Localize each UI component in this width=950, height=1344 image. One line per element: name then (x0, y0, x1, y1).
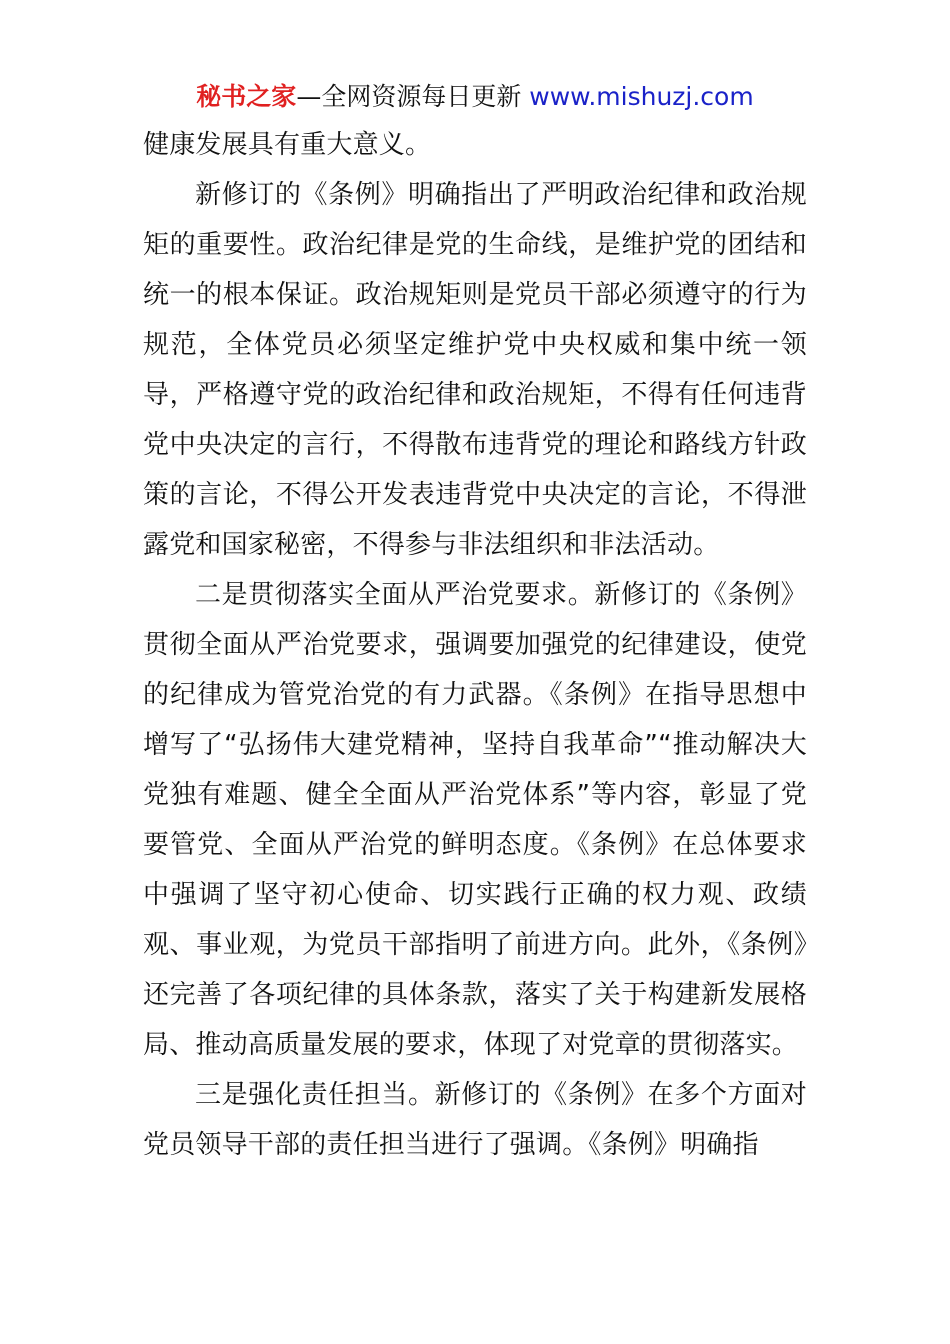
paragraph-continuation: 健康发展具有重大意义。 (143, 130, 432, 160)
paragraph-responsibility: 三是强化责任担当。新修订的《条例》在多个方面对党员领导干部的责任担当进行了强调。《条例》明确指 (143, 1080, 807, 1160)
document-body (143, 120, 807, 1170)
paragraph-political-discipline: 新修订的《条例》明确指出了严明政治纪律和政治规矩的重要性。政治纪律是党的生命线，是维护党的团结和统一的根本保证。政治规矩则是党员干部必须遵守的行为规范，全体党员必须坚定维护党中央权威和集中统一领导，严格遵守党的政治纪律和政治规矩，不得有任何违背党中央决定的言行，不得散布违背党的理论和路线方针政策的言论，不得公开发表违背党中央决定的言论，不得泄露党和国家秘密，不得参与非法组织和非法活动。 (143, 180, 807, 560)
paragraph-strict-governance: 二是贯彻落实全面从严治党要求。新修订的《条例》贯彻全面从严治党要求，强调要加强党的纪律建设，使党的纪律成为管党治党的有力武器。《条例》在指导思想中增写了“弘扬伟大建党精神，坚持自我革命”“推动解决大党独有难题、健全全面从严治党体系”等内容，彰显了党要管党、全面从严治党的鲜明态度。《条例》在总体要求中强调了坚守初心使命、切实践行正确的权力观、政绩观、事业观，为党员干部指明了前进方向。此外，《条例》还完善了各项纪律的具体条款，落实了关于构建新发展格局、推动高质量发展的要求，体现了对党章的贯彻落实。 (143, 580, 807, 1060)
header-tagline: —全网资源每日更新 (296, 82, 522, 111)
page-header (0, 80, 950, 114)
header-url-link[interactable]: www.mishuzj.com (529, 82, 754, 111)
header-brand: 秘书之家 (196, 82, 297, 111)
